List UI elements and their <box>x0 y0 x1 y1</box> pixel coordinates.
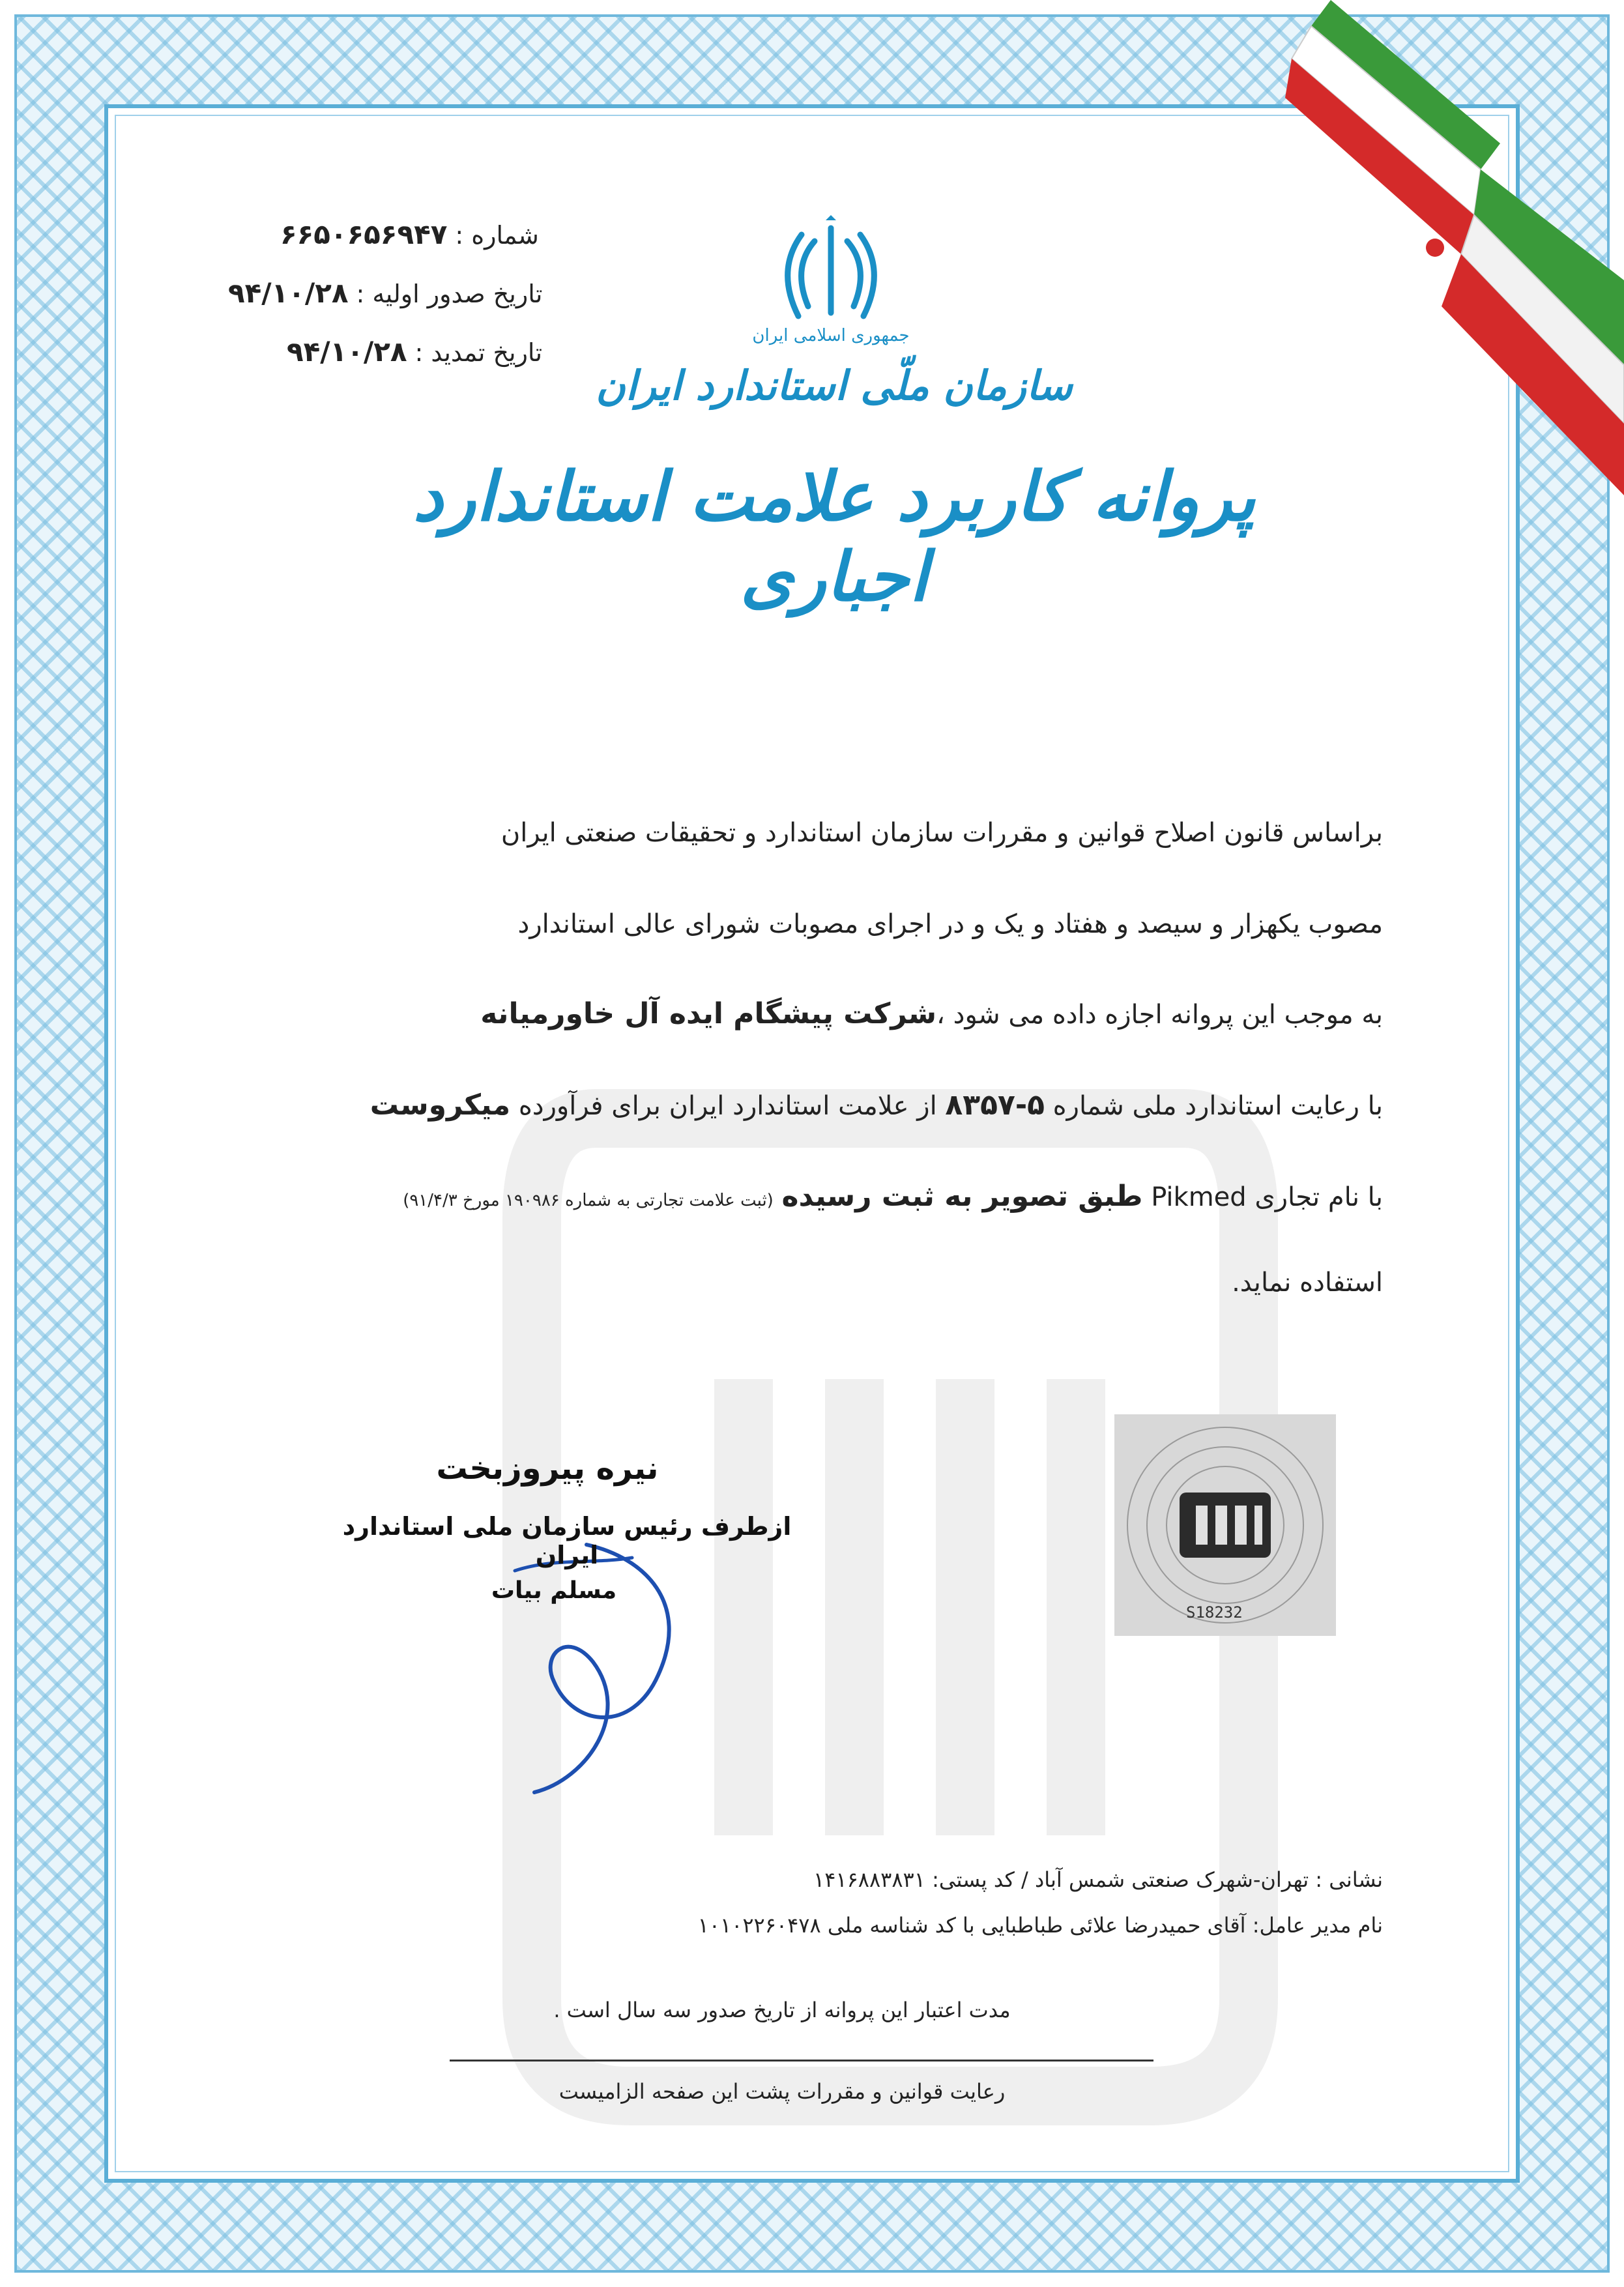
renewal-date <box>287 336 542 368</box>
trademark-note: (ثبت علامت تجارتی به شماره ۱۹۰۹۸۶ مورخ ۹۱/۴/۳) <box>403 1191 774 1210</box>
renewal-date-value: ۹۴/۱۰/۲۸ <box>287 336 407 368</box>
footer-manager: نام مدیر عامل: آقای حمیدرضا علائی طباطبایی با کد شناسه ملی ۱۰۱۰۲۲۶۰۴۷۸ <box>697 1913 1383 1938</box>
footer-validity: مدت اعتبار این پروانه از تاریخ صدور سه سال است . <box>553 1998 1011 2022</box>
number-value: ۶۶۵۰۶۵۶۹۴۷ <box>280 218 448 250</box>
emblem-caption: جمهوری اسلامی ایران <box>752 326 910 345</box>
signatory-name: نیره پیروزبخت <box>436 1450 659 1487</box>
body-line-5 <box>210 1180 1383 1213</box>
certificate-number <box>280 218 539 250</box>
footer-divider <box>450 2060 1153 2061</box>
footer-notice: رعایت قوانین و مقررات پشت این صفحه الزامیست <box>558 2079 1006 2104</box>
brand-name: Pikmed <box>1151 1182 1247 1212</box>
page-title: پروانه کاربرد علامت استاندارد اجباری <box>413 456 1256 617</box>
standard-hologram-icon <box>1114 1414 1336 1636</box>
signatory-by: مسلم بیات <box>491 1577 617 1604</box>
iran-flag-ribbon <box>1285 0 1624 495</box>
body-line-4-prefix: با رعایت استاندارد ملی شماره <box>1052 1091 1383 1121</box>
body-line-6: استفاده نماید. <box>1232 1268 1383 1298</box>
iran-emblem-icon <box>779 215 883 332</box>
body-line-3 <box>210 997 1383 1030</box>
number-label: شماره : <box>455 221 539 250</box>
handwritten-signature <box>495 1532 717 1805</box>
renewal-date-label: تاریخ تمدید : <box>414 338 543 367</box>
issue-date <box>228 277 542 309</box>
body-line-4-middle: از علامت استاندارد ایران برای فرآورده <box>518 1091 937 1121</box>
body-line-4 <box>210 1088 1383 1122</box>
hologram-code: S18232 <box>1186 1603 1243 1622</box>
body-line-3-prefix: به موجب این پروانه اجازه داده می شود ، <box>936 1000 1383 1030</box>
company-name: شرکت پیشگام ایده آل خاورمیانه <box>480 997 937 1030</box>
signatory-role: ازطرف رئیس سازمان ملی استاندارد ایران <box>342 1512 792 1569</box>
footer-address: نشانی : تهران-شهرک صنعتی شمس آباد / کد پستی: ۱۴۱۶۸۸۳۸۳۱ <box>813 1867 1383 1892</box>
body-line-1: براساس قانون اصلاح قوانین و مقررات سازمان استاندارد و تحقیقات صنعتی ایران <box>500 818 1383 848</box>
body-line-5-prefix: با نام تجاری <box>1254 1182 1383 1212</box>
product-name: میکروست <box>370 1088 511 1122</box>
issue-date-label: تاریخ صدور اولیه : <box>356 280 543 308</box>
organization-name: سازمان ملّی استاندارد ایران <box>596 362 1073 409</box>
issue-date-value: ۹۴/۱۰/۲۸ <box>228 277 349 309</box>
body-line-2: مصوب یکهزار و سیصد و هفتاد و یک و در اجرای مصوبات شورای عالی استاندارد <box>517 909 1383 939</box>
brand-description: طبق تصویر به ثبت رسیده <box>781 1180 1143 1213</box>
standard-number: ۵-۸۳۵۷ <box>945 1088 1045 1122</box>
